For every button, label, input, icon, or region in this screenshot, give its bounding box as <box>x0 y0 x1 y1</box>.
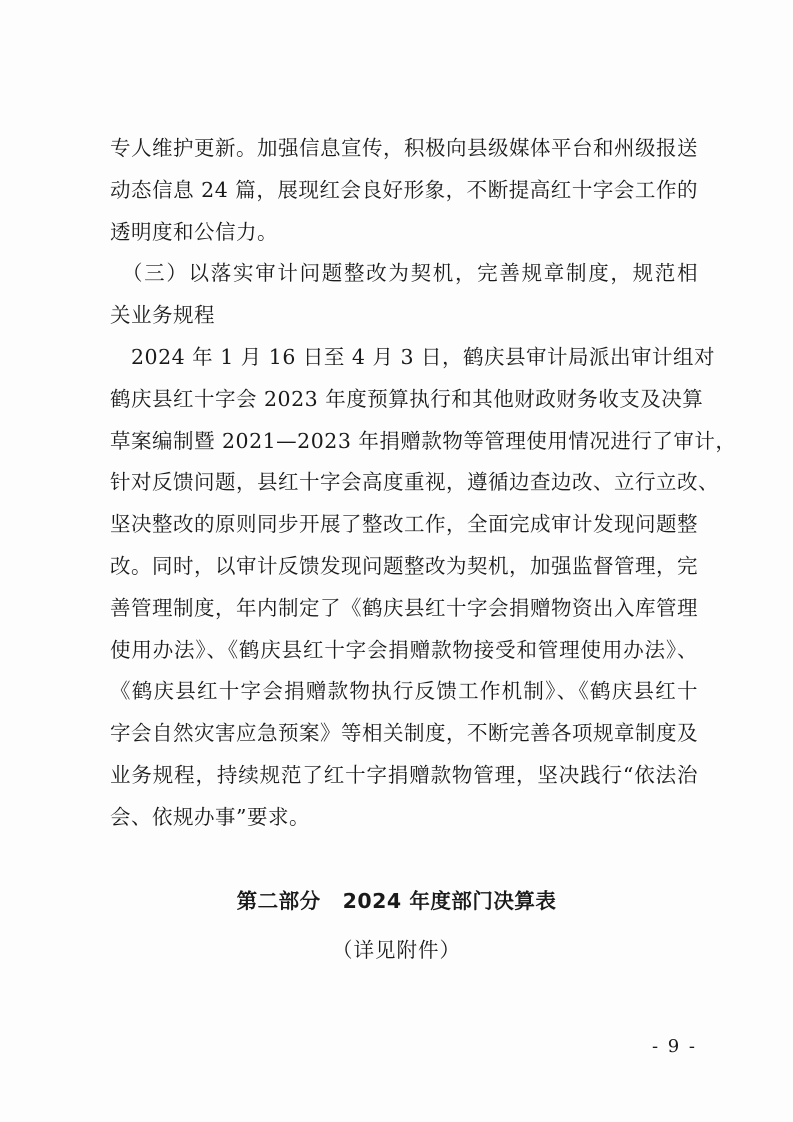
text-line: 善管理制度，年内制定了《鹤庆县红十字会捐赠物资出入库管理 <box>110 595 698 620</box>
text-line: 透明度和公信力。 <box>110 219 278 244</box>
section-title-text: 2024 年度部门决算表 <box>342 889 557 913</box>
text-line: 《鹤庆县红十字会捐赠款物执行反馈工作机制》、《鹤庆县红十 <box>110 679 698 704</box>
section-part-label: 第二部分 <box>236 889 321 913</box>
text-line: 2024 年 1 月 16 日至 4 月 3 日，鹤庆县审计局派出审计组对 <box>110 344 716 369</box>
text-line: 坚决整改的原则同步开展了整改工作，全面完成审计发现问题整 <box>110 512 698 537</box>
text-line: 草案编制暨 2021—2023 年捐赠款物等管理使用情况进行了审计， <box>110 428 737 453</box>
subheading-line: （三）以落实审计问题整改为契机，完善规章制度，规范相 <box>110 261 698 286</box>
page-number: - 9 - <box>651 1036 697 1057</box>
text-line: 会、依规办事”要求。 <box>110 804 310 829</box>
text-line: 业务规程，持续规范了红十字捐赠款物管理，坚决践行“依法治 <box>110 762 698 787</box>
text-line: 字会自然灾害应急预案》等相关制度，不断完善各项规章制度及 <box>110 721 698 746</box>
subheading-line: 关业务规程 <box>110 303 215 328</box>
section-note: （详见附件） <box>332 938 461 962</box>
text-line: 改。同时，以审计反馈发现问题整改为契机，加强监督管理，完 <box>110 553 698 578</box>
text-line: 针对反馈问题，县红十字会高度重视，遵循边查边改、立行立改、 <box>110 470 719 495</box>
body-text <box>110 128 737 839</box>
text-line: 动态信息 24 篇，展现红会良好形象，不断提高红十字会工作的 <box>110 177 698 202</box>
section-title <box>0 884 793 914</box>
text-line: 鹤庆县红十字会 2023 年度预算执行和其他财政财务收支及决算 <box>110 386 704 411</box>
text-line: 使用办法》、《鹤庆县红十字会捐赠款物接受和管理使用办法》、 <box>110 637 698 662</box>
text-line: 专人维护更新。加强信息宣传，积极向县级媒体平台和州级报送 <box>110 136 698 160</box>
